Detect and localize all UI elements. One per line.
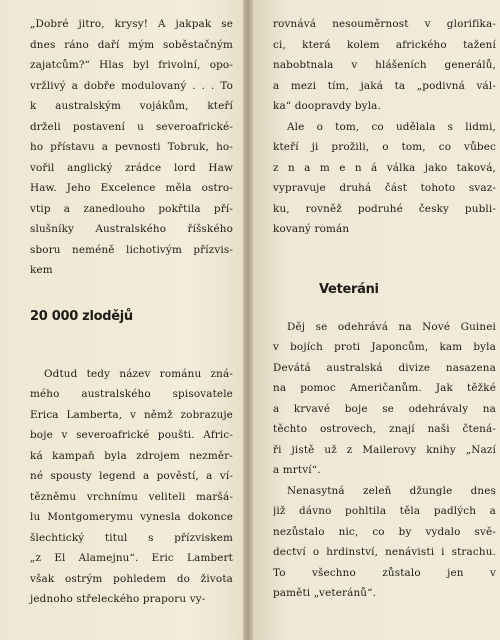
left-paragraph-2 [30, 364, 233, 610]
text-line: zajatcům?“ Hlas byl frivolní, opo- [30, 59, 233, 71]
right-paragraph-1 [273, 14, 496, 117]
text-line: ká kampaň byla zdrojem nezměr- [30, 449, 233, 462]
text-line: nabobtnala v hlášeních generálů, [273, 59, 496, 71]
text-line: slušníky Australského říšského [30, 223, 233, 235]
text-line: v bojích proti Japoncům, kam byla [273, 341, 496, 353]
text-line: kem [30, 264, 53, 276]
text-line: sboru neméně lichotivým přízvis- [30, 243, 233, 256]
text-line: z n a m e n á válka jako taková, [273, 161, 496, 174]
text-line: ku, rovněž podruhé česky publi- [273, 202, 496, 215]
text-line: Devátá australská divize nasazena [273, 361, 496, 374]
text-line: ci, která kolem afrického tažení [273, 38, 496, 51]
text-line: né spousty legend a pověstí, a ví- [30, 470, 233, 482]
text-line: rovnává nesouměrnost v glorifika- [273, 18, 496, 30]
text-line: vypravuje druhá část tohoto svaz- [273, 182, 496, 194]
text-line: k australským vojákům, kteří [30, 100, 233, 112]
text-line: „z El Alamejnu“. Eric Lambert [30, 552, 233, 564]
text-line: Haw. Jeho Excelence měla ostro- [30, 182, 233, 194]
text-line: ři jistě už z Mailerovy knihy „Nazí [273, 443, 496, 456]
text-line: na pomoc Američanům. Jak těžké [273, 382, 496, 394]
text-line: Nenasytná zeleň džungle dnes [287, 484, 496, 497]
text-line: ka“ doopravdy byla. [273, 100, 381, 112]
text-line: dnes ráno daří mým soběstačným [30, 38, 233, 51]
text-line: nezůstalo nic, co by vydalo svě- [273, 525, 496, 538]
text-line: „Dobré jitro, krysy! A jakpak se [30, 18, 233, 30]
text-line: paměti „veteránů“. [273, 587, 377, 599]
heading-veterani: Veteráni [319, 281, 379, 297]
text-line: těchto ostrovech, znají naši čtená- [273, 423, 496, 435]
text-line: mého australského spisovatele [30, 388, 233, 400]
text-line: a krvavé boje se odehrávaly na [273, 402, 496, 415]
text-line: To všechno zůstalo jen v [273, 566, 496, 579]
text-line: kovaný román [273, 223, 350, 235]
text-line: vořil anglický zrádce lord Haw [30, 161, 233, 174]
right-page [253, 0, 500, 640]
text-line: Odtud tedy název románu zná- [44, 367, 233, 380]
right-paragraph-3 [273, 317, 496, 481]
text-line: dectví o hrdinství, nenávisti i strachu. [273, 546, 496, 558]
text-line: kteří ji prožili, o tom, co vůbec [273, 141, 496, 153]
right-paragraph-4 [273, 481, 496, 604]
text-line: však ostrým pohledem do života [30, 572, 233, 585]
left-paragraph-1 [30, 14, 233, 281]
text-line: tězněmu vrchnímu veliteli maršá- [30, 490, 233, 503]
text-line: drželi postavení u severoafrické- [30, 120, 233, 133]
right-paragraph-2 [273, 117, 496, 240]
text-line: lu Montgomerymu vynesla dokonce [30, 511, 233, 523]
text-line: vtip a zanedlouho pokřtila pří- [30, 202, 233, 215]
text-line: Erica Lamberta, v němž zobrazuje [30, 408, 233, 421]
text-line: již dávno pohltila těla padlých a [273, 505, 496, 517]
text-line: a mrtví“. [273, 464, 321, 476]
text-line: a mezi tím, jaká ta „podivná vál- [273, 79, 496, 92]
left-page [0, 0, 243, 640]
book-gutter [243, 0, 253, 640]
text-line: Děj se odehrává na Nové Guinei [287, 320, 496, 333]
heading-20000-zlodeju: 20 000 zlodějů [30, 308, 133, 324]
text-line: ho přístavu a pevnosti Tobruk, ho- [30, 141, 233, 153]
text-line: šlechtický titul s přízviskem [30, 531, 233, 544]
text-line: vržlivý a dobře modulovaný . . . To [30, 79, 233, 92]
text-line: Ale o tom, co udělala s lidmi, [287, 120, 496, 133]
text-line: jednoho střeleckého praporu vy- [30, 593, 206, 605]
text-line: boje v severoafrické poušti. Afric- [30, 429, 233, 441]
